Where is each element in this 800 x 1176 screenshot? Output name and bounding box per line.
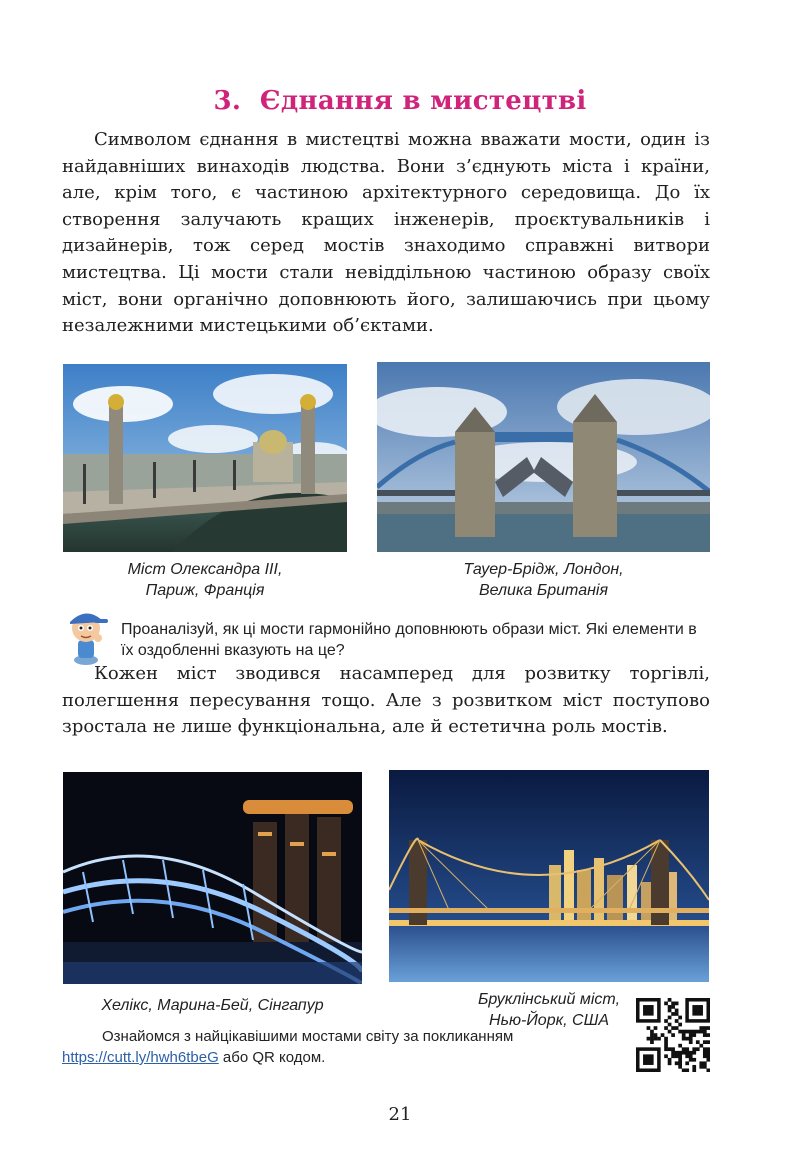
section-number: 3. <box>213 86 242 116</box>
bottom-note-tail: або QR кодом. <box>218 1049 326 1066</box>
photo-brooklyn-bridge <box>389 770 709 982</box>
thinking-boy-icon <box>60 604 114 666</box>
second-paragraph-text: Кожен міст зводився насамперед для розвитку торгівлі, полегшення пересування тощо. Але з розвитком міст поступово зростала не лише функціональна, але й естетична роль мостів. <box>62 663 710 738</box>
bridges-link[interactable]: https://cutt.ly/hwh6tbeG <box>62 1049 219 1066</box>
task-question: Проаналізуй, як ці мости гармонійно доповнюють образи міст. Які елементи в їх оздобленні вказують на це? <box>121 621 697 659</box>
caption-line: Хелікс, Марина-Бей, Сінгапур <box>101 997 324 1014</box>
photo-alexander-bridge <box>63 364 347 552</box>
helix-bridge-image <box>63 772 362 984</box>
qr-code-icon[interactable] <box>636 998 710 1072</box>
caption-line: Тауер-Брідж, Лондон, <box>463 561 624 578</box>
intro-paragraph <box>62 127 710 340</box>
caption-helix-bridge <box>63 995 362 1016</box>
caption-line: Нью-Йорк, США <box>489 1012 609 1029</box>
caption-line: Велика Британія <box>478 582 609 599</box>
intro-paragraph-text: Символом єднання в мистецтві можна вважати мости, один із найдавніших винаходів людства. Вони з’єднують міста і країни, але, крім того, є частиною архітектурного середовища. До їх створення залучають кращих інженерів, проєктувальників і дизайнерів, тож серед мостів знаходимо справжні витвори мистецтва. Ці мости стали невіддільною частиною образу своїх міст, вони органічно доповнюють його, залишаючись при цьому незалежними мистецькими об’єктами. <box>62 129 710 337</box>
page-number: 21 <box>388 1104 412 1125</box>
bottom-note <box>62 1026 622 1068</box>
tower-bridge-image <box>377 362 710 552</box>
section-title-text: Єднання в мистецтві <box>259 86 587 116</box>
second-paragraph <box>62 661 710 741</box>
caption-line: Париж, Франція <box>145 582 265 599</box>
caption-tower-bridge <box>377 559 710 601</box>
bottom-note-line1: Ознайомся з найцікавішими мостами світу за покликанням <box>102 1028 514 1045</box>
bottom-note-line2 <box>62 1047 622 1068</box>
caption-line: Міст Олександра III, <box>127 561 283 578</box>
section-title <box>0 86 800 116</box>
alexander-bridge-image <box>63 364 347 552</box>
photo-helix-bridge <box>63 772 362 984</box>
brooklyn-bridge-image <box>389 770 709 982</box>
caption-alexander-bridge <box>63 559 347 601</box>
photo-tower-bridge <box>377 362 710 552</box>
caption-line: Бруклінський міст, <box>477 991 621 1008</box>
